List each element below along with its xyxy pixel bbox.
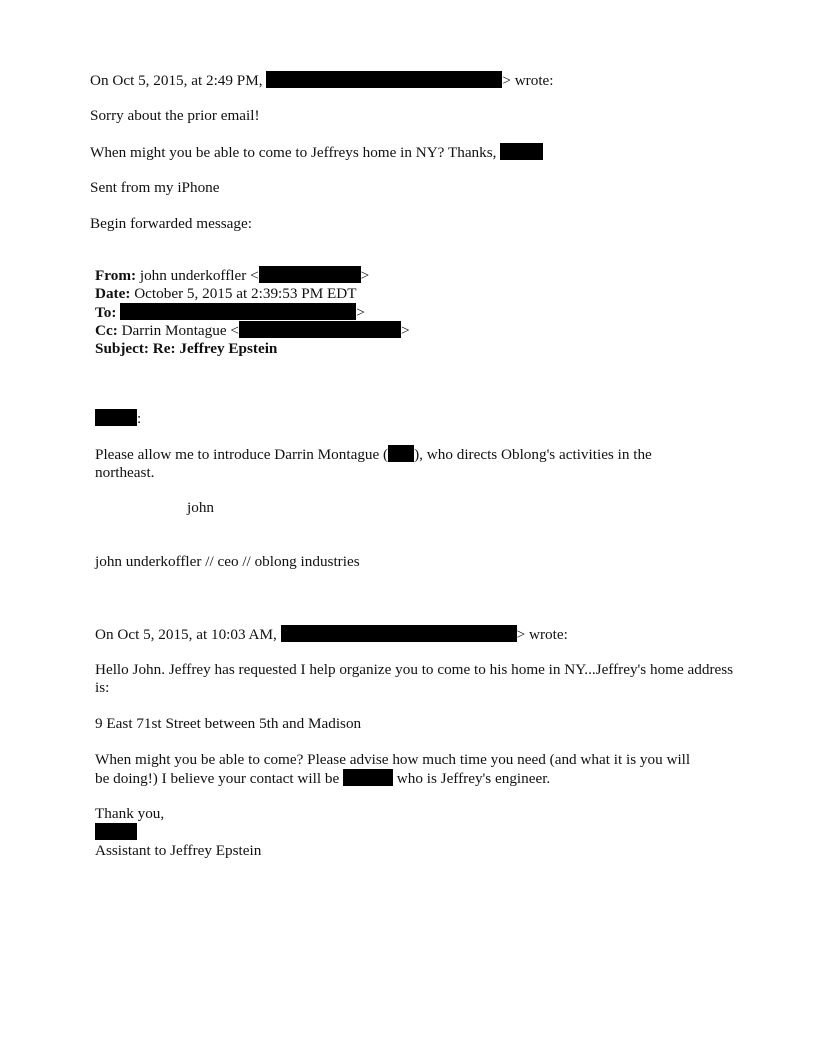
cc-value: Darrin Montague < <box>121 322 239 339</box>
question-text: When might you be able to come to Jeffreys home in NY? Thanks, <box>90 144 497 161</box>
redacted-name-block <box>500 143 543 160</box>
signoff-john: john <box>187 499 215 516</box>
cc-close: > <box>400 322 410 339</box>
from-line <box>95 266 369 285</box>
subject-value: Re: Jeffrey Epstein <box>152 340 278 357</box>
cc-label: Cc: <box>95 322 118 339</box>
quoted-question-after: who is Jeffrey's engineer. <box>396 770 551 787</box>
intro-paragraph <box>95 445 700 482</box>
redacted-to-email <box>120 303 356 320</box>
redacted-sender-block <box>266 71 502 88</box>
greeting-line <box>95 409 141 428</box>
redacted-from-email <box>259 266 361 283</box>
address-line: 9 East 71st Street between 5th and Madison <box>95 715 362 732</box>
cc-line <box>95 321 410 340</box>
quoted-wrote-prefix: On Oct 5, 2015, at 10:03 AM, <box>95 626 277 643</box>
to-label: To: <box>95 304 117 321</box>
question-line <box>90 143 543 162</box>
from-close: > <box>360 267 370 284</box>
date-label: Date: <box>95 285 131 302</box>
quoted-wrote-line <box>95 625 568 644</box>
outer-wrote-suffix: > wrote: <box>502 72 554 89</box>
outer-wrote-prefix: On Oct 5, 2015, at 2:49 PM, <box>90 72 263 89</box>
ceo-signature: john underkoffler // ceo // oblong industries <box>95 553 360 570</box>
subject-line <box>95 340 277 358</box>
quoted-question-paragraph <box>95 751 707 788</box>
redacted-greeting-name <box>95 409 137 426</box>
redacted-engineer-name <box>343 769 393 786</box>
redacted-cc-email <box>239 321 401 338</box>
intro-after: ), who directs Oblong's activities in the northeast. <box>95 446 652 481</box>
date-line <box>95 285 357 303</box>
greeting-suffix: : <box>137 410 142 427</box>
redacted-nickname <box>388 445 414 462</box>
redacted-assistant-name <box>95 823 137 840</box>
redacted-assistant-name-line <box>95 823 137 842</box>
apology-line: Sorry about the prior email! <box>90 107 260 124</box>
outer-wrote-line <box>90 71 554 90</box>
redacted-quoted-sender <box>281 625 517 642</box>
thank-you-line: Thank you, <box>95 805 165 822</box>
begin-forwarded-line: Begin forwarded message: <box>90 215 252 232</box>
to-line <box>95 303 365 322</box>
from-label: From: <box>95 267 137 284</box>
quoted-question-before: When might you be able to come? Please advise how much time you need (and what it is you will be doing!) I believe your contact will be <box>95 751 691 787</box>
to-close: > <box>356 304 365 321</box>
quoted-wrote-suffix: > wrote: <box>516 626 568 643</box>
assistant-title: Assistant to Jeffrey Epstein <box>95 842 262 859</box>
subject-label: Subject: <box>95 340 149 357</box>
iphone-signature: Sent from my iPhone <box>90 179 220 196</box>
intro-before: Please allow me to introduce Darrin Montague ( <box>95 446 389 463</box>
date-value: October 5, 2015 at 2:39:53 PM EDT <box>134 285 357 302</box>
quoted-body-paragraph: Hello John. Jeffrey has requested I help organize you to come to his home in NY...Jeffrey's home address is: <box>95 661 734 696</box>
from-value: john underkoffler < <box>139 267 259 284</box>
